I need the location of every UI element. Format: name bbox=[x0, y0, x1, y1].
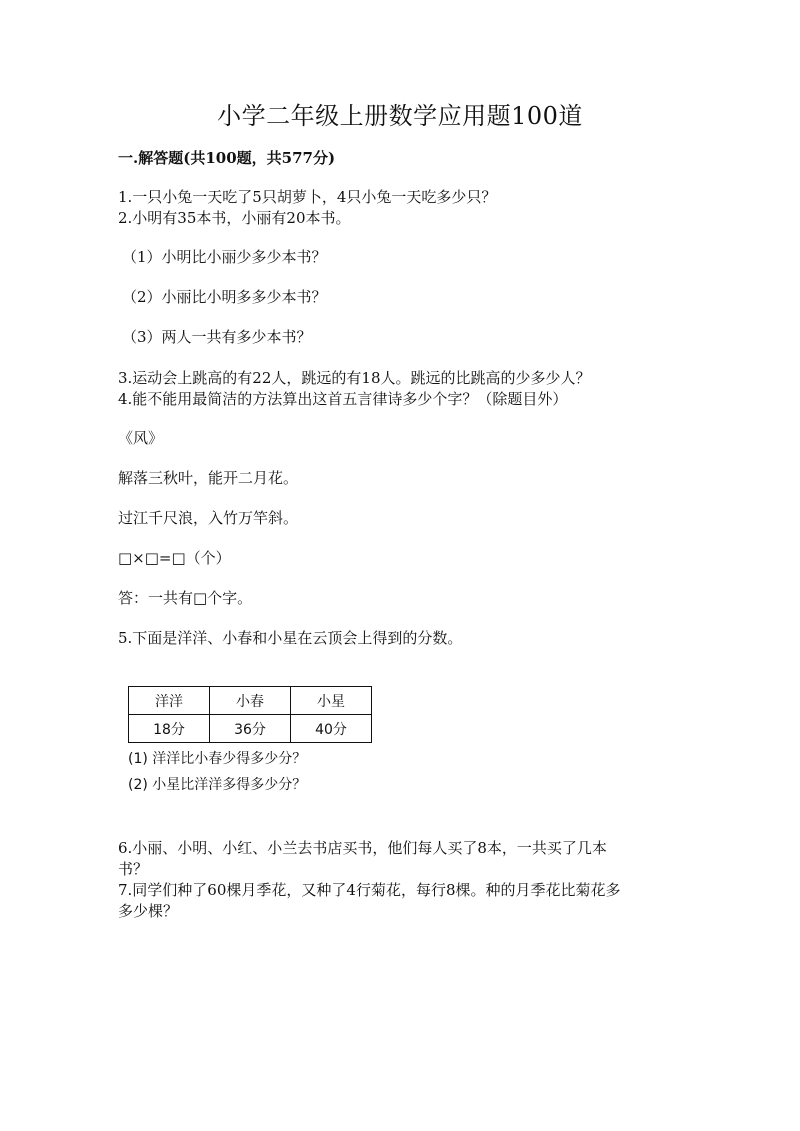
question-1: 1.一只小兔一天吃了5只胡萝卜，4只小兔一天吃多少只？ bbox=[118, 188, 497, 206]
poem-line-2: 过江千尺浪，入竹万竿斜。 bbox=[118, 509, 299, 527]
question-2-part-2: （2）小丽比小明多多少本书？ bbox=[122, 288, 327, 306]
question-5-part-1: (1) 洋洋比小春少得多少分？ bbox=[128, 751, 307, 767]
question-5-part-2: (2) 小星比洋洋多得多少分？ bbox=[128, 777, 307, 793]
table-header-cell: 洋洋 bbox=[129, 687, 210, 715]
question-7-line-1: 7.同学们种了60棵月季花，又种了4行菊花，每行8棵。种的月季花比菊花多 bbox=[118, 881, 621, 899]
table-row bbox=[129, 715, 372, 743]
question-2: 2.小明有35本书，小丽有20本书。 bbox=[118, 209, 351, 227]
question-2-part-3: （3）两人一共有多少本书？ bbox=[122, 328, 312, 346]
table-header-row bbox=[129, 687, 372, 715]
answer-line: 答：一共有□个字。 bbox=[118, 589, 253, 607]
table-cell: 18分 bbox=[129, 715, 210, 743]
question-4: 4.能不能用最简洁的方法算出这首五言律诗多少个字？（除题目外） bbox=[118, 390, 568, 408]
table-cell: 36分 bbox=[210, 715, 291, 743]
question-6-line-1: 6.小丽、小明、小红、小兰去书店买书，他们每人买了8本，一共买了几本 bbox=[118, 839, 607, 857]
section-heading: 一.解答题(共100题，共577分) bbox=[118, 149, 336, 167]
table-header-cell: 小星 bbox=[291, 687, 372, 715]
page-title: 小学二年级上册数学应用题100道 bbox=[217, 102, 583, 130]
question-5: 5.下面是洋洋、小春和小星在云顶会上得到的分数。 bbox=[118, 629, 463, 647]
formula-line: □×□=□（个） bbox=[118, 549, 231, 567]
question-2-part-1: （1）小明比小丽少多少本书？ bbox=[122, 248, 327, 266]
score-table bbox=[128, 686, 372, 743]
question-7-line-2: 多少棵？ bbox=[118, 902, 179, 920]
question-3: 3.运动会上跳高的有22人，跳远的有18人。跳远的比跳高的少多少人？ bbox=[118, 369, 591, 387]
poem-line-1: 解落三秋叶，能开二月花。 bbox=[118, 469, 299, 487]
poem-title: 《风》 bbox=[118, 429, 164, 447]
question-6-line-2: 书？ bbox=[118, 860, 149, 878]
table-cell: 40分 bbox=[291, 715, 372, 743]
table-header-cell: 小春 bbox=[210, 687, 291, 715]
